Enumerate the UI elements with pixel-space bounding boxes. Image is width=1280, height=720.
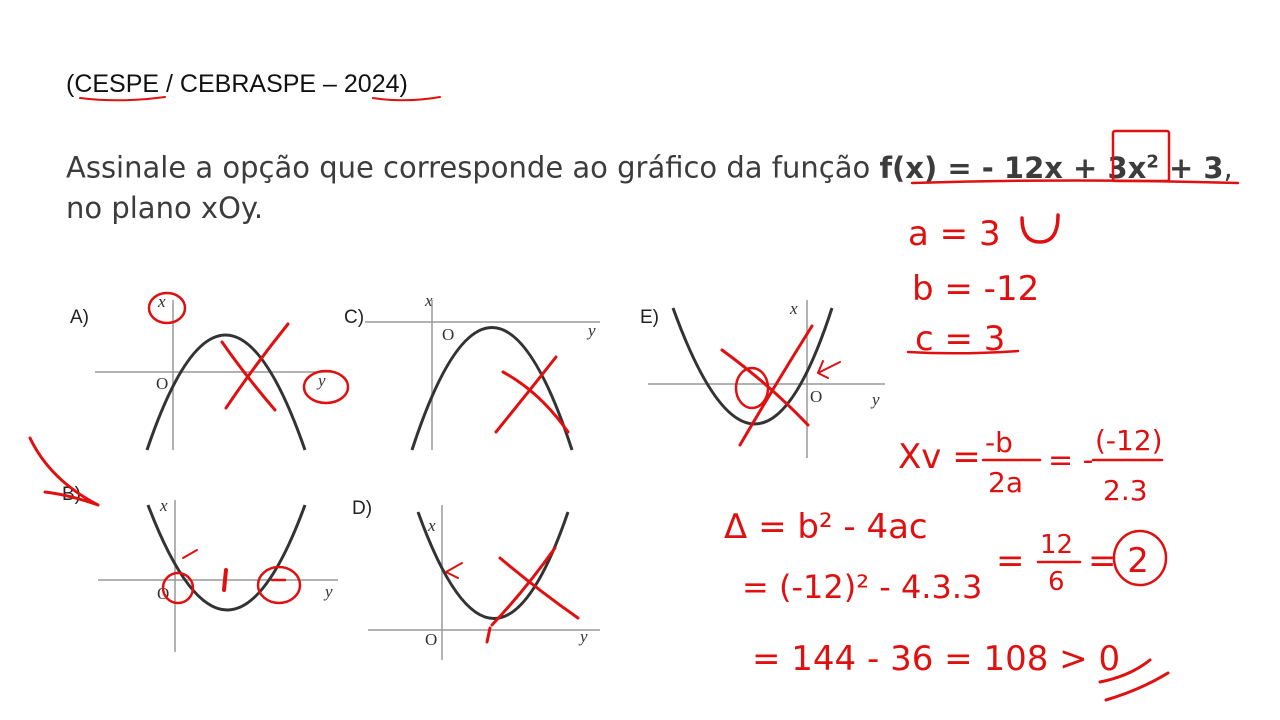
source-paren-close: ) — [399, 70, 408, 98]
origin-label: O — [425, 630, 438, 649]
note-xv-num2: (-12) — [1095, 424, 1163, 457]
source-paren-open: ( — [66, 70, 75, 98]
note-res-eq: = — [996, 541, 1025, 581]
function-boxed-term: 3x — [1107, 150, 1147, 185]
note-xv-eq: = - — [1048, 443, 1094, 478]
note-delta-3: = 144 - 36 = 108 > 0 — [752, 639, 1121, 679]
option-label-e: E) — [640, 307, 659, 328]
question-prompt: Assinale a opção que corresponde ao gráfico da função — [66, 150, 880, 185]
option-label-a: A) — [70, 307, 89, 328]
ink-marks-graphs — [30, 293, 840, 642]
axis-x-label: x — [425, 291, 433, 310]
note-res-val: = 2 — [1088, 541, 1149, 581]
option-label-b: B) — [62, 484, 81, 505]
handwritten-notes — [724, 214, 1163, 679]
note-xv: Xv = — [898, 437, 981, 477]
axis-x-label: x — [158, 292, 166, 311]
question-end: , no plano xOy. — [66, 150, 1233, 225]
graph-b — [98, 496, 338, 652]
origin-label: O — [157, 584, 170, 603]
note-delta-1: Δ = b² - 4ac — [724, 507, 928, 547]
source-year: 2024 — [343, 70, 400, 98]
option-label-d: D) — [352, 498, 373, 519]
axis-y-label: y — [325, 582, 333, 601]
note-c: c = 3 — [915, 319, 1006, 359]
note-xv-den2: 2.3 — [1103, 474, 1148, 507]
axis-y-label: y — [318, 371, 326, 390]
option-label-c: C) — [344, 307, 365, 328]
note-b: b = -12 — [912, 269, 1040, 309]
origin-label: O — [810, 387, 823, 406]
note-xv-den: 2a — [988, 466, 1023, 499]
axis-y-label: y — [588, 321, 596, 340]
note-xv-num: -b — [985, 426, 1013, 459]
function-suffix: + 3 — [1158, 150, 1224, 185]
axis-y-label: y — [580, 627, 588, 646]
axis-x-label: x — [160, 496, 168, 515]
function-exponent: 2 — [1146, 151, 1159, 172]
function-prefix: f(x) = - 12x + — [879, 150, 1108, 185]
origin-label: O — [156, 374, 169, 393]
source-cespe: CESPE — [74, 70, 160, 98]
axis-x-label: x — [428, 516, 436, 535]
note-res-num: 12 — [1040, 530, 1074, 560]
source-middle: / CEBRASPE – — [159, 70, 344, 98]
axis-y-label: y — [872, 390, 880, 409]
note-res-den: 6 — [1048, 567, 1065, 597]
note-delta-2: = (-12)² - 4.3.3 — [742, 568, 983, 606]
note-a: a = 3 — [908, 214, 1001, 254]
graph-a — [95, 292, 335, 450]
origin-label: O — [442, 325, 455, 344]
axis-x-label: x — [790, 299, 798, 318]
graph-d — [368, 505, 600, 660]
ink-marks-header — [80, 97, 1238, 183]
